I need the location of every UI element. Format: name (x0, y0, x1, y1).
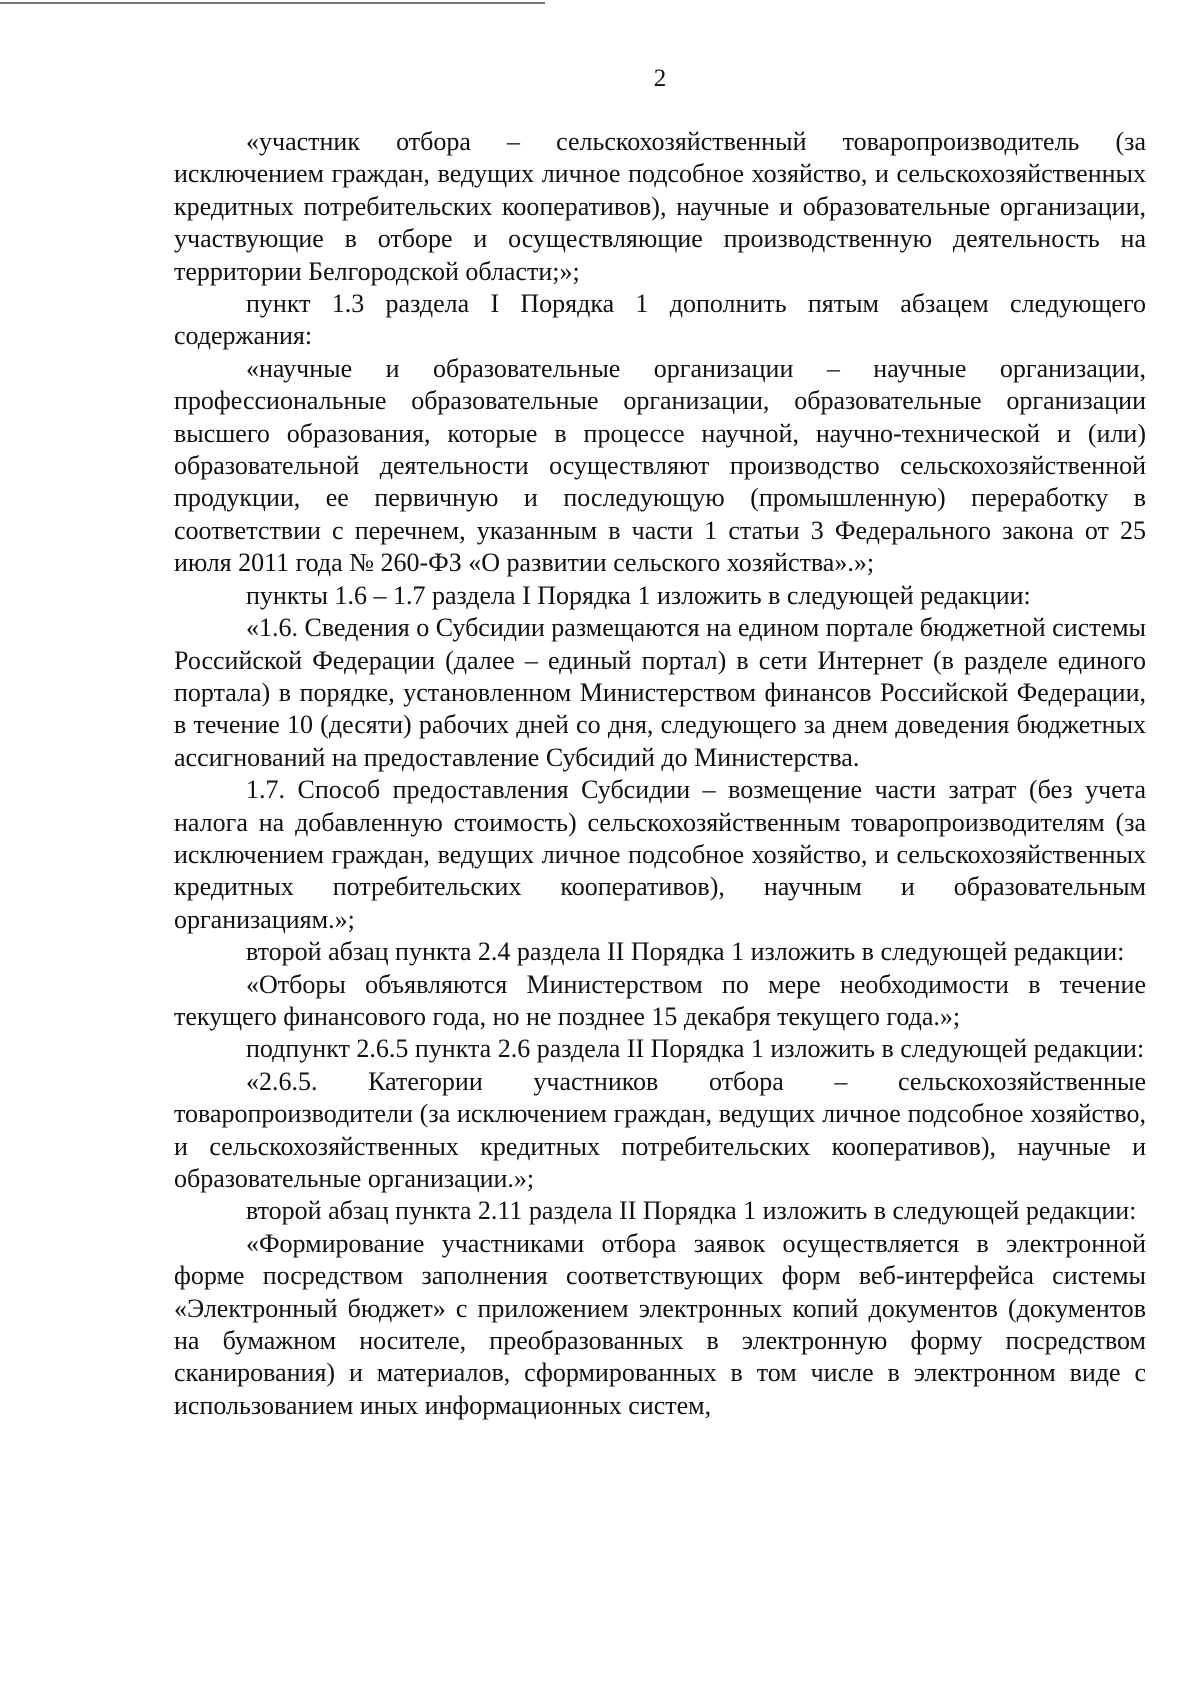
top-scan-line (0, 2, 545, 4)
document-page (174, 64, 1146, 1422)
paragraph-amend-1-6-1-7: пункты 1.6 – 1.7 раздела I Порядка 1 изложить в следующей редакции: (246, 580, 1031, 610)
paragraph-2-6-5: «2.6.5. Категории участников отбора – сельскохозяйственные товаропроизводители (за исключением граждан, ведущих личное подсобное хозяйство, и сельскохозяйственных кредитных потребительских кооперативов), научные и образовательные организации.»; (174, 1066, 1146, 1193)
paragraph-amend-2-6-5: подпункт 2.6.5 пункта 2.6 раздела II Порядка 1 изложить в следующей редакции: (246, 1034, 1145, 1064)
paragraph-selections-announced: «Отборы объявляются Министерством по мере необходимости в течение текущего финансового года, но не позднее 15 декабря текущего года.»; (174, 969, 1146, 1031)
paragraph-amend-1-3: пункт 1.3 раздела I Порядка 1 дополнить пятым абзацем следующего содержания: (174, 289, 1146, 351)
paragraph-amend-2-11: второй абзац пункта 2.11 раздела II Порядка 1 изложить в следующей редакции: (246, 1196, 1137, 1226)
paragraph-1-7: 1.7. Способ предоставления Субсидии – возмещение части затрат (без учета налога на добавленную стоимость) сельскохозяйственным товаропроизводителям (за исключением граждан, ведущих личное подсобное хозяйство, и сельскохозяйственных кредитных потребительских кооперативов), научным и образовательным организациям.»; (174, 775, 1146, 934)
paragraph-1-6: «1.6. Сведения о Субсидии размещаются на едином портале бюджетной системы Российской Федерации (далее – единый портал) в сети Интернет (в разделе единого портала) в порядке, установленном Министерством финансов Российской Федерации, в течение 10 (десяти) рабочих дней со дня, следующего за днем доведения бюджетных ассигнований на предоставление Субсидий до Министерства. (174, 613, 1146, 772)
page-number: 2 (653, 65, 667, 92)
paragraph-amend-2-4: второй абзац пункта 2.4 раздела II Порядка 1 изложить в следующей редакции: (246, 937, 1125, 967)
document-body (174, 126, 1146, 1422)
paragraph-scientific-organizations: «научные и образовательные организации – научные организации, профессиональные образовательные организации, образовательные организации высшего образования, которые в процессе научной, научно-технической и (или) образовательной деятельности осуществляют производство сельскохозяйственной продукции, ее первичную и последующую (промышленную) переработку в соответствии с перечнем, указанным в части 1 статьи 3 Федерального закона от 25 июля 2011 года № 260-ФЗ «О развитии сельского хозяйства».»; (174, 353, 1146, 578)
paragraph-participant-definition: «участник отбора – сельскохозяйственный товаропроизводитель (за исключением граждан, ведущих личное подсобное хозяйство, и сельскохозяйственных кредитных потребительских кооперативов), научные и образовательные организации, участвующие в отборе и осуществляющие производственную деятельность на территории Белгородской области;»; (174, 127, 1146, 286)
paragraph-electronic-applications: «Формирование участниками отбора заявок осуществляется в электронной форме посредством заполнения соответствующих форм веб-интерфейса системы «Электронный бюджет» с приложением электронных копий документов (документов на бумажном носителе, преобразованных в электронную форму посредством сканирования) и материалов, сформированных в том числе в электронном виде с использованием иных информационных систем, (174, 1228, 1146, 1420)
